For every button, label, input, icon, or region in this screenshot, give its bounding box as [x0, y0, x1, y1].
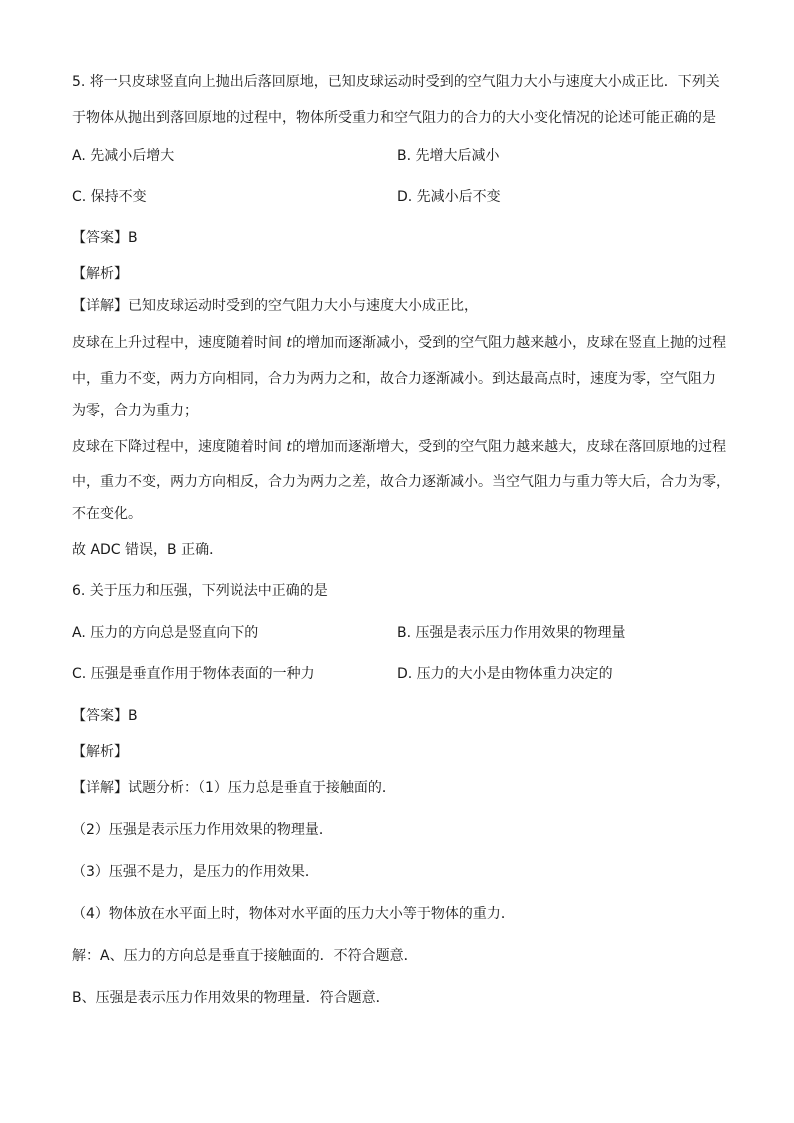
q6-option-d: D. 压力的大小是由物体重力决定的 [397, 666, 613, 682]
q5-stem-line1: 5. 将一只皮球竖直向上抛出后落回原地，已知皮球运动时受到的空气阻力大小与速度大小成正比．下列关 [72, 74, 720, 90]
q5-para1-line3: 为零，合力为重力； [72, 403, 198, 419]
q5-option-b: B. 先增大后减小 [397, 148, 500, 164]
q5-option-c: C. 保持不变 [72, 189, 147, 205]
q5-option-a: A. 先减小后增大 [72, 148, 175, 164]
q6-option-a: A. 压力的方向总是竖直向下的 [72, 625, 259, 641]
q6-point3: （3）压强不是力，是压力的作用效果． [72, 864, 319, 880]
q5-para1-var-t: t [286, 335, 293, 351]
q6-option-b: B. 压强是表示压力作用效果的物理量 [397, 625, 626, 641]
q5-stem-line2: 于物体从抛出到落回原地的过程中，物体所受重力和空气阻力的合力的大小变化情况的论述可能正确的是 [72, 110, 716, 126]
q5-conclusion: 故 ADC 错误，B 正确． [72, 542, 224, 558]
q5-para1-text-b: 的增加而逐渐减小，受到的空气阻力越来越小，皮球在竖直上抛的过程 [292, 335, 727, 351]
q6-answer: 【答案】B [72, 708, 138, 724]
q5-answer: 【答案】B [72, 230, 138, 246]
q6-solution-a: 解：A、压力的方向总是垂直于接触面的．不符合题意． [72, 948, 418, 964]
q6-solution-b: B、压强是表示压力作用效果的物理量．符合题意． [72, 990, 390, 1006]
q5-para2-text-a: 皮球在下降过程中，速度随着时间 [72, 439, 287, 455]
q5-para2-line3: 不在变化。 [72, 506, 142, 522]
q5-para1-line2: 中，重力不变，两力方向相同，合力为两力之和，故合力逐渐减小。到达最高点时，速度为零，空气阻力 [72, 371, 716, 387]
q5-detail-line1: 【详解】已知皮球运动时受到的空气阻力大小与速度大小成正比， [72, 298, 478, 314]
q6-point2: （2）压强是表示压力作用效果的物理量． [72, 822, 333, 838]
q5-para1-text-a: 皮球在上升过程中，速度随着时间 [72, 335, 287, 351]
q6-stem: 6. 关于压力和压强，下列说法中正确的是 [72, 583, 328, 599]
q5-analysis-heading: 【解析】 [72, 266, 128, 282]
q5-para2-line2: 中，重力不变，两力方向相反，合力为两力之差，故合力逐渐减小。当空气阻力与重力等大后，合力为零， [72, 474, 730, 490]
q5-para2-text-b: 的增加而逐渐增大，受到的空气阻力越来越大，皮球在落回原地的过程 [292, 439, 727, 455]
q5-para2-line1 [72, 437, 726, 457]
q6-point4: （4）物体放在水平面上时，物体对水平面的压力大小等于物体的重力． [72, 906, 515, 922]
q5-option-d: D. 先减小后不变 [397, 189, 501, 205]
q6-analysis-heading: 【解析】 [72, 744, 128, 760]
q6-detail-line1: 【详解】试题分析：（1）压力总是垂直于接触面的． [72, 780, 396, 796]
q6-option-c: C. 压强是垂直作用于物体表面的一种力 [72, 666, 315, 682]
q5-para2-var-t: t [286, 439, 293, 455]
q5-para1-line1 [72, 333, 726, 353]
